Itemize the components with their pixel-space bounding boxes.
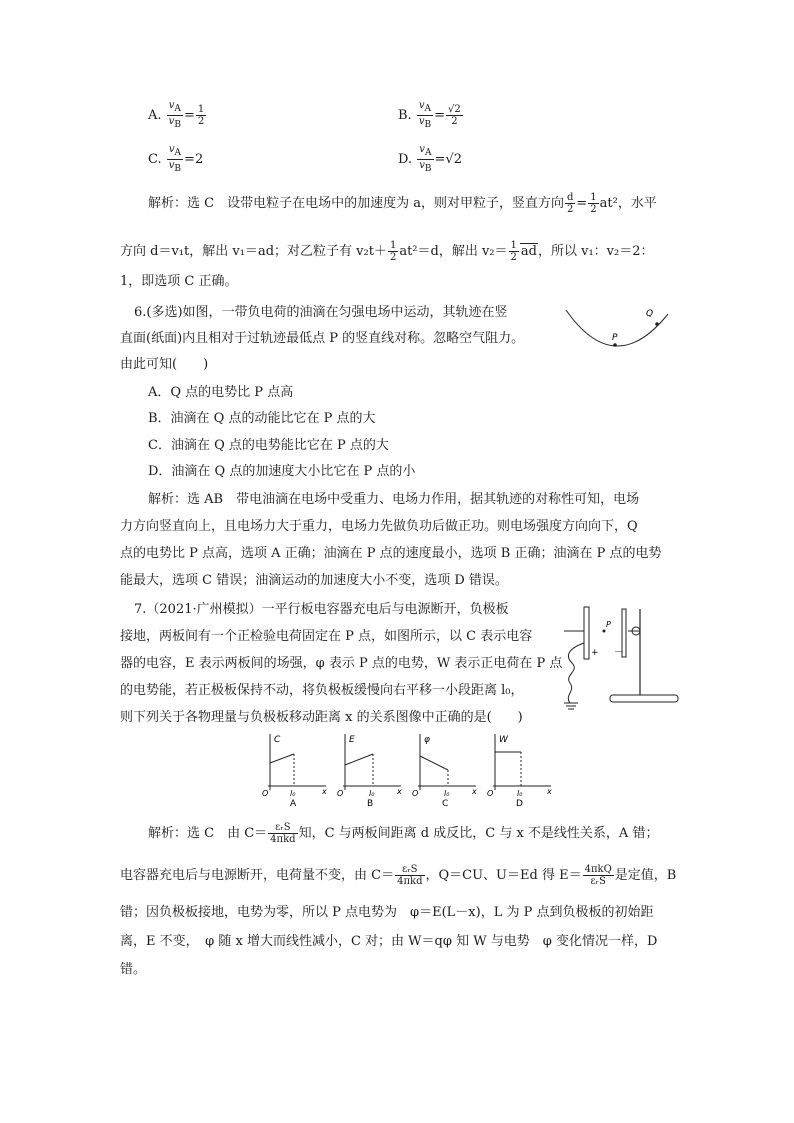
graph-a <box>262 734 327 809</box>
graph-b <box>337 734 402 809</box>
svg-text:x: x <box>397 787 402 796</box>
svg-text:+: + <box>591 648 599 658</box>
svg-text:C: C <box>442 799 449 809</box>
svg-text:O: O <box>487 789 494 798</box>
svg-text:－: － <box>614 648 624 658</box>
svg-text:l₀: l₀ <box>290 789 296 798</box>
q6-stem-1: 6.(多选)如图，一带负电荷的油滴在匀强电场中运动，其轨迹在竖 <box>134 305 508 320</box>
svg-text:D: D <box>516 799 523 809</box>
label-q: Q <box>646 309 654 319</box>
svg-text:P: P <box>606 620 611 629</box>
svg-text:O: O <box>337 789 344 798</box>
svg-text:W: W <box>499 735 508 745</box>
option-d: D. $\frac{vA}{vB}$ =√2 <box>398 144 462 174</box>
q7-solution-1: 解析：选 C 由 C＝ $\frac{\text{εᵣS}}{\text{4πkd}}$ 知，C 与两板间距离 d 成反比，C 与 x 不是线性关系，A 错； <box>148 822 659 845</box>
q7-stem-1: 7.（2021·广州模拟）一平行板电容器充电后与电源断开，负极板 <box>134 602 509 617</box>
svg-text:x: x <box>547 787 552 796</box>
q6-solution-1: 解析：选 AB 带电油滴在电场中受重力、电场力作用，据其轨迹的对称性可知，电场 <box>148 492 640 507</box>
q7-solution-5: 错。 <box>120 962 147 977</box>
svg-text:A: A <box>290 799 297 809</box>
q7-stem-4: 的电势能，若正极板保持不动，将负极板缓慢向右平移一小段距离 l₀， <box>120 683 524 698</box>
point-q <box>655 322 659 326</box>
option-a: A. $\frac{vA}{vB}$ = $\frac{1}{2}$ <box>148 100 205 130</box>
capacitor-apparatus-figure <box>560 603 685 718</box>
oil-drop-trajectory-figure <box>560 300 680 355</box>
q7-stem-2: 接地，两板间有一个正检验电荷固定在 P 点，如图所示，以 C 表示电容 <box>120 629 533 644</box>
svg-text:E: E <box>349 735 355 745</box>
q6-option-d: D．油滴在 Q 点的加速度大小比它在 P 点的小 <box>148 464 416 479</box>
q6-solution-4: 能最大，选项 C 错误；油滴运动的加速度大小不变，选项 D 错误。 <box>120 573 508 588</box>
q5-solution-line-3: 1，即选项 C 正确。 <box>120 274 238 289</box>
q7-solution-4: 离，E 不变， φ 随 x 增大而线性减小，C 对；由 W＝qφ 知 W 与电势 φ 变化情况一样，D <box>120 934 658 949</box>
q6-stem-2: 直面(纸面)内且相对于过轨迹最低点 P 的竖直线对称。忽略空气阻力。 <box>120 331 525 346</box>
q6-solution-2: 力方向竖直向上，且电场力大于重力，电场力先做负功后做正功。则电场强度方向向下，Q <box>120 519 638 534</box>
label-p: P <box>612 333 618 343</box>
q7-graphs <box>258 730 558 810</box>
svg-text:l₀: l₀ <box>444 789 450 798</box>
q7-solution-3: 错；因负极板接地，电势为零，所以 P 点电势为 φ＝E(L－x)，L 为 P 点到负极板的初始距 <box>120 905 654 920</box>
svg-text:φ: φ <box>424 735 430 745</box>
svg-text:x: x <box>472 787 477 796</box>
graph-c <box>412 734 477 809</box>
q7-stem-5: 则下列关于各物理量与负极板移动距离 x 的关系图像中正确的是( ) <box>120 710 523 725</box>
svg-text:O: O <box>262 789 269 798</box>
q6-solution-3: 点的电势比 P 点高，选项 A 正确；油滴在 P 点的速度最小，选项 B 正确；油滴在 P 点的电势 <box>120 546 662 561</box>
q6-option-a: A．Q 点的电势比 P 点高 <box>148 385 294 400</box>
option-c: C. $\frac{vA}{vB}$ =2 <box>148 144 204 174</box>
svg-text:l₀: l₀ <box>517 789 523 798</box>
point-p <box>613 343 617 347</box>
graph-d <box>487 734 552 809</box>
option-b: B. $\frac{vA}{vB}$ = $\frac{√2}{2}$ <box>398 100 461 130</box>
q5-solution-line-1: 解析：选 C 设带电粒子在电场中的加速度为 a，则对甲粒子，竖直方向 $\frac{d}{2}$ = $\frac{1}{2}$ at²，水平 <box>148 192 657 215</box>
svg-text:x: x <box>322 787 327 796</box>
q6-option-b: B．油滴在 Q 点的动能比它在 P 点的大 <box>148 411 376 426</box>
q6-option-c: C．油滴在 Q 点的电势能比它在 P 点的大 <box>148 438 389 453</box>
svg-text:l₀: l₀ <box>369 789 375 798</box>
q5-solution-line-2: 方向 d＝v₁t，解出 v₁＝ad；对乙粒子有 v₂t＋ $\frac{1}{2}$ at²＝d，解出 v₂＝ $\frac{1}{2}$ ad，所以 v₁：v₂＝2： <box>120 240 654 263</box>
q7-stem-3: 器的电容，E 表示两板间的场强，φ 表示 P 点的电势，W 表示正电荷在 P 点 <box>120 656 563 671</box>
q7-solution-2: 电容器充电后与电源断开，电荷量不变，由 C＝ $\frac{\text{εᵣS}}{\text{4πkd}}$ ，Q＝CU、U＝Ed 得 E＝ $\frac{\text{4πkQ}}{\text{εᵣS}}$ 是定值，B <box>120 864 677 887</box>
q6-stem-3: 由此可知( ) <box>120 357 209 372</box>
svg-text:C: C <box>274 735 281 745</box>
svg-text:O: O <box>412 789 419 798</box>
svg-text:B: B <box>367 799 374 809</box>
